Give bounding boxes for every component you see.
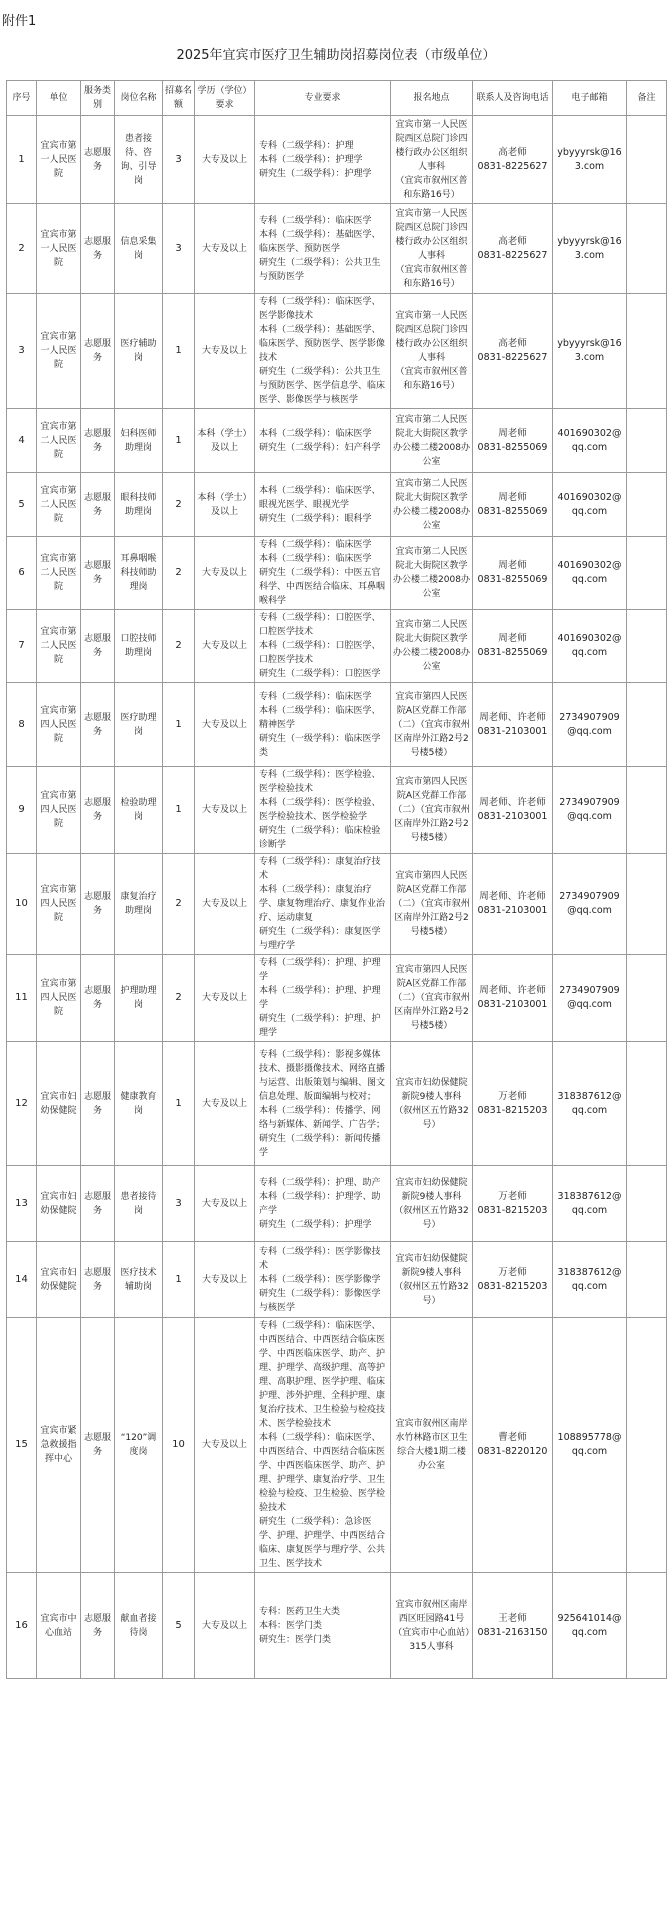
table-row	[7, 294, 667, 409]
cell-no: 10	[7, 854, 37, 955]
cell-position: 眼科技师助理岗	[115, 473, 163, 537]
cell-no: 1	[7, 116, 37, 204]
cell-count: 3	[163, 204, 195, 294]
cell-remark	[627, 116, 667, 204]
cell-count: 10	[163, 1318, 195, 1573]
cell-major: 专科（二级学科）：医学影像技术 本科（二级学科）：医学影像学 研究生（二级学科）：影像医学与核医学	[255, 1242, 391, 1318]
cell-position: 医疗辅助岗	[115, 294, 163, 409]
cell-education: 大专及以上	[195, 1166, 255, 1242]
cell-contact: 周老师 0831-8255069	[473, 537, 553, 610]
cell-position: 检验助理岗	[115, 767, 163, 854]
cell-count: 3	[163, 1166, 195, 1242]
cell-contact: 王老师 0831-2163150	[473, 1573, 553, 1679]
cell-email: 2734907909@qq.com	[553, 767, 627, 854]
cell-unit: 宜宾市第一人民医院	[37, 116, 81, 204]
cell-no: 13	[7, 1166, 37, 1242]
cell-unit: 宜宾市第二人民医院	[37, 409, 81, 473]
cell-education: 大专及以上	[195, 1573, 255, 1679]
cell-contact: 周老师、许老师 0831-2103001	[473, 683, 553, 767]
table-row	[7, 610, 667, 683]
cell-email: 401690302@qq.com	[553, 473, 627, 537]
table-row	[7, 1318, 667, 1573]
cell-contact: 周老师 0831-8255069	[473, 409, 553, 473]
cell-email: 318387612@qq.com	[553, 1166, 627, 1242]
cell-email: ybyyyrsk@163.com	[553, 294, 627, 409]
cell-count: 2	[163, 473, 195, 537]
cell-remark	[627, 1573, 667, 1679]
cell-major: 本科（二级学科）：临床医学 研究生（二级学科）：妇产科学	[255, 409, 391, 473]
cell-no: 15	[7, 1318, 37, 1573]
table-row	[7, 473, 667, 537]
table-row	[7, 1042, 667, 1166]
cell-major: 专科（二级学科）：护理、护理学 本科（二级学科）：护理、护理学 研究生（二级学科）：护理、护理学	[255, 955, 391, 1042]
cell-education: 大专及以上	[195, 116, 255, 204]
cell-contact: 万老师 0831-8215203	[473, 1166, 553, 1242]
table-row	[7, 116, 667, 204]
annex-label: 附件1	[2, 14, 37, 29]
table-row	[7, 409, 667, 473]
cell-unit: 宜宾市第一人民医院	[37, 294, 81, 409]
cell-contact: 周老师 0831-8255069	[473, 473, 553, 537]
cell-category: 志愿服务	[81, 116, 115, 204]
cell-email: ybyyyrsk@163.com	[553, 116, 627, 204]
cell-position: 医疗助理岗	[115, 683, 163, 767]
cell-no: 8	[7, 683, 37, 767]
cell-location: 宜宾市叙州区南岸水竹林路市区卫生综合大楼1期二楼办公室	[391, 1318, 473, 1573]
header-category: 服务类别	[81, 81, 115, 116]
cell-email: 318387612@qq.com	[553, 1242, 627, 1318]
cell-category: 志愿服务	[81, 854, 115, 955]
cell-email: 2734907909@qq.com	[553, 683, 627, 767]
cell-count: 1	[163, 409, 195, 473]
cell-no: 7	[7, 610, 37, 683]
cell-major: 专科（二级学科）：临床医学 本科（二级学科）：基础医学、临床医学、预防医学 研究生（二级学科）：公共卫生与预防医学	[255, 204, 391, 294]
cell-major: 专科（二级学科）：临床医学 本科（二级学科）：临床医学、精神医学 研究生（一级学科）：临床医学类	[255, 683, 391, 767]
cell-remark	[627, 409, 667, 473]
cell-position: “120”调度岗	[115, 1318, 163, 1573]
cell-location: 宜宾市第四人民医院A区党群工作部（二）（宜宾市叙州区南岸外江路2号2号楼5楼）	[391, 955, 473, 1042]
cell-email: 2734907909@qq.com	[553, 854, 627, 955]
cell-unit: 宜宾市第四人民医院	[37, 955, 81, 1042]
cell-remark	[627, 1042, 667, 1166]
cell-unit: 宜宾市第四人民医院	[37, 854, 81, 955]
cell-contact: 曹老师 0831-8220120	[473, 1318, 553, 1573]
cell-education: 大专及以上	[195, 955, 255, 1042]
cell-no: 2	[7, 204, 37, 294]
cell-count: 1	[163, 683, 195, 767]
cell-position: 康复治疗助理岗	[115, 854, 163, 955]
cell-position: 护理助理岗	[115, 955, 163, 1042]
header-no: 序号	[7, 81, 37, 116]
cell-education: 大专及以上	[195, 854, 255, 955]
cell-education: 本科（学士）及以上	[195, 473, 255, 537]
cell-category: 志愿服务	[81, 204, 115, 294]
cell-unit: 宜宾市妇幼保健院	[37, 1166, 81, 1242]
cell-major: 专科（二级学科）：临床医学 本科（二级学科）：临床医学 研究生（二级学科）：中医五官科学、中西医结合临床、耳鼻咽喉科学	[255, 537, 391, 610]
cell-category: 志愿服务	[81, 955, 115, 1042]
cell-category: 志愿服务	[81, 1318, 115, 1573]
cell-major: 专科（二级学科）：口腔医学、口腔医学技术 本科（二级学科）：口腔医学、口腔医学技术 研究生（二级学科）：口腔医学	[255, 610, 391, 683]
table-row	[7, 1166, 667, 1242]
cell-email: 925641014@qq.com	[553, 1573, 627, 1679]
cell-category: 志愿服务	[81, 473, 115, 537]
table-row	[7, 767, 667, 854]
cell-position: 献血者接待岗	[115, 1573, 163, 1679]
cell-count: 2	[163, 537, 195, 610]
cell-remark	[627, 294, 667, 409]
cell-contact: 高老师 0831-8225627	[473, 204, 553, 294]
cell-education: 大专及以上	[195, 1242, 255, 1318]
cell-no: 5	[7, 473, 37, 537]
cell-major: 专科（二级学科）：临床医学、医学影像技术 本科（二级学科）：基础医学、临床医学、预防医学、医学影像技术 研究生（二级学科）：公共卫生与预防医学、医学信息学、临床医学、影像医学与核医学	[255, 294, 391, 409]
cell-no: 12	[7, 1042, 37, 1166]
cell-education: 大专及以上	[195, 537, 255, 610]
cell-unit: 宜宾市第四人民医院	[37, 683, 81, 767]
header-contact: 联系人及咨询电话	[473, 81, 553, 116]
cell-no: 14	[7, 1242, 37, 1318]
cell-major: 专科：医药卫生大类 本科：医学门类 研究生：医学门类	[255, 1573, 391, 1679]
cell-unit: 宜宾市第一人民医院	[37, 204, 81, 294]
header-major: 专业要求	[255, 81, 391, 116]
cell-remark	[627, 683, 667, 767]
cell-category: 志愿服务	[81, 767, 115, 854]
cell-count: 2	[163, 854, 195, 955]
cell-no: 11	[7, 955, 37, 1042]
cell-email: 2734907909@qq.com	[553, 955, 627, 1042]
header-count: 招募名额	[163, 81, 195, 116]
cell-category: 志愿服务	[81, 537, 115, 610]
cell-email: 401690302@qq.com	[553, 537, 627, 610]
cell-major: 专科（二级学科）：康复治疗技术 本科（二级学科）：康复治疗学、康复物理治疗、康复作业治疗、运动康复 研究生（二级学科）：康复医学与理疗学	[255, 854, 391, 955]
cell-position: 口腔技师助理岗	[115, 610, 163, 683]
cell-location: 宜宾市妇幼保健院新院9楼人事科（叙州区五竹路32号）	[391, 1242, 473, 1318]
cell-contact: 高老师 0831-8225627	[473, 294, 553, 409]
cell-email: ybyyyrsk@163.com	[553, 204, 627, 294]
header-unit: 单位	[37, 81, 81, 116]
cell-major: 专科（二级学科）：医学检验、医学检验技术 本科（二级学科）：医学检验、医学检验技术、医学检验学 研究生（二级学科）：临床检验诊断学	[255, 767, 391, 854]
table-row	[7, 683, 667, 767]
cell-education: 大专及以上	[195, 767, 255, 854]
cell-unit: 宜宾市妇幼保健院	[37, 1042, 81, 1166]
cell-location: 宜宾市第四人民医院A区党群工作部（二）（宜宾市叙州区南岸外江路2号2号楼5楼）	[391, 683, 473, 767]
cell-category: 志愿服务	[81, 1166, 115, 1242]
cell-unit: 宜宾市第二人民医院	[37, 473, 81, 537]
cell-education: 大专及以上	[195, 294, 255, 409]
cell-location: 宜宾市第四人民医院A区党群工作部（二）（宜宾市叙州区南岸外江路2号2号楼5楼）	[391, 767, 473, 854]
cell-count: 1	[163, 1042, 195, 1166]
cell-count: 1	[163, 767, 195, 854]
cell-contact: 周老师、许老师 0831-2103001	[473, 767, 553, 854]
cell-category: 志愿服务	[81, 1573, 115, 1679]
cell-contact: 高老师 0831-8225627	[473, 116, 553, 204]
table-row	[7, 1573, 667, 1679]
cell-major: 专科（二级学科）：护理、助产 本科（二级学科）：护理学、助产学 研究生（二级学科）：护理学	[255, 1166, 391, 1242]
header-remark: 备注	[627, 81, 667, 116]
cell-remark	[627, 1318, 667, 1573]
cell-remark	[627, 854, 667, 955]
cell-no: 6	[7, 537, 37, 610]
cell-education: 大专及以上	[195, 1042, 255, 1166]
header-education: 学历（学位）要求	[195, 81, 255, 116]
cell-position: 患者接待、咨询、引导岗	[115, 116, 163, 204]
cell-location: 宜宾市第二人民医院北大街院区教学办公楼二楼2008办公室	[391, 473, 473, 537]
cell-remark	[627, 767, 667, 854]
cell-remark	[627, 1166, 667, 1242]
cell-category: 志愿服务	[81, 1042, 115, 1166]
cell-email: 401690302@qq.com	[553, 610, 627, 683]
cell-position: 医疗技术辅助岗	[115, 1242, 163, 1318]
header-position: 岗位名称	[115, 81, 163, 116]
table-row	[7, 854, 667, 955]
cell-remark	[627, 955, 667, 1042]
cell-contact: 万老师 0831-8215203	[473, 1242, 553, 1318]
cell-location: 宜宾市第一人民医院西区总院门诊四楼行政办公区组织人事科 （宜宾市叙州区普和东路16号）	[391, 204, 473, 294]
cell-remark	[627, 1242, 667, 1318]
cell-contact: 周老师 0831-8255069	[473, 610, 553, 683]
cell-category: 志愿服务	[81, 1242, 115, 1318]
cell-education: 大专及以上	[195, 683, 255, 767]
cell-unit: 宜宾市第二人民医院	[37, 610, 81, 683]
cell-count: 1	[163, 294, 195, 409]
cell-major: 专科（二级学科）：影视多媒体技术、摄影摄像技术、网络直播与运营、出版策划与编辑、图文信息处理、版面编辑与校对； 本科（二级学科）：传播学、网络与新媒体、新闻学、广告学； 研究生（二级学科）：新闻传播学	[255, 1042, 391, 1166]
cell-count: 2	[163, 955, 195, 1042]
cell-no: 4	[7, 409, 37, 473]
cell-unit: 宜宾市紧急救援指挥中心	[37, 1318, 81, 1573]
cell-contact: 周老师、许老师 0831-2103001	[473, 955, 553, 1042]
cell-email: 318387612@qq.com	[553, 1042, 627, 1166]
cell-remark	[627, 473, 667, 537]
table-row	[7, 1242, 667, 1318]
cell-email: 108895778@qq.com	[553, 1318, 627, 1573]
cell-location: 宜宾市第二人民医院北大街院区教学办公楼二楼2008办公室	[391, 610, 473, 683]
cell-count: 1	[163, 1242, 195, 1318]
cell-location: 宜宾市第二人民医院北大街院区教学办公楼二楼2008办公室	[391, 409, 473, 473]
table-row	[7, 955, 667, 1042]
document-title: 2025年宜宾市医疗卫生辅助岗招募岗位表（市级单位）	[176, 48, 496, 63]
cell-remark	[627, 537, 667, 610]
cell-position: 信息采集岗	[115, 204, 163, 294]
table-row	[7, 537, 667, 610]
cell-education: 大专及以上	[195, 204, 255, 294]
cell-location: 宜宾市第一人民医院西区总院门诊四楼行政办公区组织人事科 （宜宾市叙州区普和东路16号）	[391, 294, 473, 409]
cell-email: 401690302@qq.com	[553, 409, 627, 473]
table-row	[7, 204, 667, 294]
cell-category: 志愿服务	[81, 683, 115, 767]
cell-no: 9	[7, 767, 37, 854]
table-body	[7, 116, 667, 1679]
recruitment-table	[6, 80, 667, 1679]
cell-major: 专科（二级学科）：护理 本科（二级学科）：护理学 研究生（二级学科）：护理学	[255, 116, 391, 204]
header-email: 电子邮箱	[553, 81, 627, 116]
cell-education: 大专及以上	[195, 1318, 255, 1573]
cell-category: 志愿服务	[81, 610, 115, 683]
cell-contact: 周老师、许老师 0831-2103001	[473, 854, 553, 955]
cell-category: 志愿服务	[81, 294, 115, 409]
cell-education: 大专及以上	[195, 610, 255, 683]
cell-count: 2	[163, 610, 195, 683]
cell-unit: 宜宾市妇幼保健院	[37, 1242, 81, 1318]
cell-count: 3	[163, 116, 195, 204]
cell-position: 妇科医师助理岗	[115, 409, 163, 473]
cell-category: 志愿服务	[81, 409, 115, 473]
cell-contact: 万老师 0831-8215203	[473, 1042, 553, 1166]
cell-major: 专科（二级学科）：临床医学、中西医结合、中西医结合临床医学、中西医临床医学、助产、护理、护理学、高级护理、高等护理、高职护理、医学护理、临床护理、涉外护理、全科护理、康复治疗技术、卫生检验与检疫技术、医学检验技术 本科（二级学科）：临床医学、中西医结合、中西医结合临床医学、中西医临床医学、助产、护理、护理学、康复治疗学、卫生检验与检疫、卫生检验、医学检验技术 研究生（二级学科）：急诊医学、护理、护理学、中西医结合临床、康复医学与理疗学、公共卫生、医学技术	[255, 1318, 391, 1573]
cell-position: 健康教育岗	[115, 1042, 163, 1166]
cell-major: 本科（二级学科）：临床医学、眼视光医学、眼视光学 研究生（二级学科）：眼科学	[255, 473, 391, 537]
cell-remark	[627, 610, 667, 683]
cell-no: 3	[7, 294, 37, 409]
table-header-row	[7, 81, 667, 116]
cell-count: 5	[163, 1573, 195, 1679]
cell-education: 本科（学士）及以上	[195, 409, 255, 473]
cell-location: 宜宾市妇幼保健院新院9楼人事科（叙州区五竹路32号）	[391, 1042, 473, 1166]
cell-remark	[627, 204, 667, 294]
cell-unit: 宜宾市第四人民医院	[37, 767, 81, 854]
cell-position: 患者接待岗	[115, 1166, 163, 1242]
cell-location: 宜宾市妇幼保健院新院9楼人事科（叙州区五竹路32号）	[391, 1166, 473, 1242]
cell-unit: 宜宾市中心血站	[37, 1573, 81, 1679]
cell-no: 16	[7, 1573, 37, 1679]
cell-location: 宜宾市第四人民医院A区党群工作部（二）（宜宾市叙州区南岸外江路2号2号楼5楼）	[391, 854, 473, 955]
cell-location: 宜宾市第一人民医院西区总院门诊四楼行政办公区组织人事科 （宜宾市叙州区普和东路16号）	[391, 116, 473, 204]
cell-location: 宜宾市叙州区南岸西区旺园路41号（宜宾市中心血站）315人事科	[391, 1573, 473, 1679]
cell-location: 宜宾市第二人民医院北大街院区教学办公楼二楼2008办公室	[391, 537, 473, 610]
cell-position: 耳鼻咽喉科技师助理岗	[115, 537, 163, 610]
cell-unit: 宜宾市第二人民医院	[37, 537, 81, 610]
header-location: 报名地点	[391, 81, 473, 116]
